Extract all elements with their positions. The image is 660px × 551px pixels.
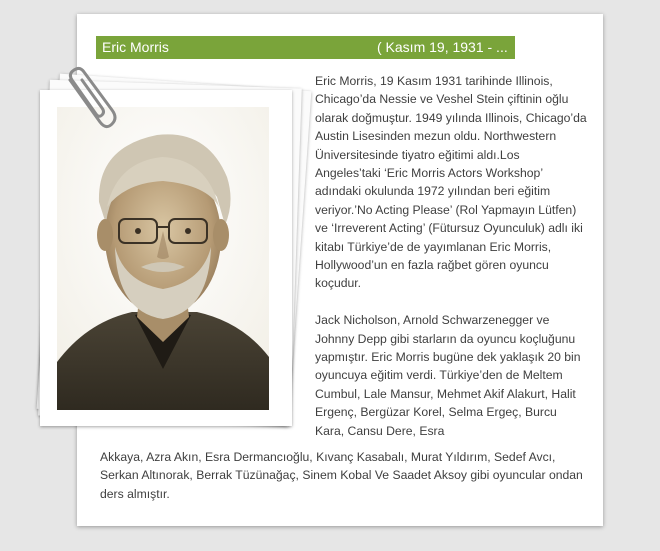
portrait-photo [57,107,269,410]
biography-paragraph-1: Eric Morris, 19 Kasım 1931 tarihinde Illinois, Chicago’da Nessie ve Veshel Stein çiftinin oğlu olarak doğmuştur. 1949 yılında Illinois, Chicago’da Austin Lisesinden mezun oldu. Northwestern Üniversitesinde tiyatro eğitimi aldı.Los Angeles’taki ‘Eric Morris Actors Workshop’ adındaki okulunda 1972 yılından beri eğitim veriyor.’No Acting Please’ (Rol Yapmayın Lütfen) ve ‘Irreverent Acting’ (Fütursuz Oyunculuk) adlı iki kitabı Türkiye’de de yayımlanan Eric Morris, Hollywood’un en fazla rağbet gören oyuncu koçudur. [315,74,587,291]
title-bar [96,36,515,78]
biography-text [315,72,587,440]
life-dates: ( Kasım 19, 1931 - ... ) [377,39,508,78]
biography-paragraph-2: Jack Nicholson, Arnold Schwarzenegger ve Johnny Depp gibi starların da oyuncu koçluğunu yapmıştır. Eric Morris bugüne dek yaklaşık 20 bin oyuncuya eğitim verdi. Türkiye’den de Meltem Cumbul, Lale Mansur, Mehmet Akif Alakurt, Halit Ergenç, Bergüzar Korel, Selma Ergeç, Burcu Kara, Cansu Dere, Esra [315,313,581,438]
biography-paragraph-2-continued: Akkaya, Azra Akın, Esra Dermancıoğlu, Kıvanç Kasabalı, Murat Yıldırım, Sedef Avcı, Serkan Altınorak, Berrak Tüzünağaç, Sinem Kobal Ve Saadet Aksoy gibi oyuncular ondan ders almıştır. [100,450,583,501]
person-name: Eric Morris [102,39,169,55]
paperclip-icon [62,64,118,130]
